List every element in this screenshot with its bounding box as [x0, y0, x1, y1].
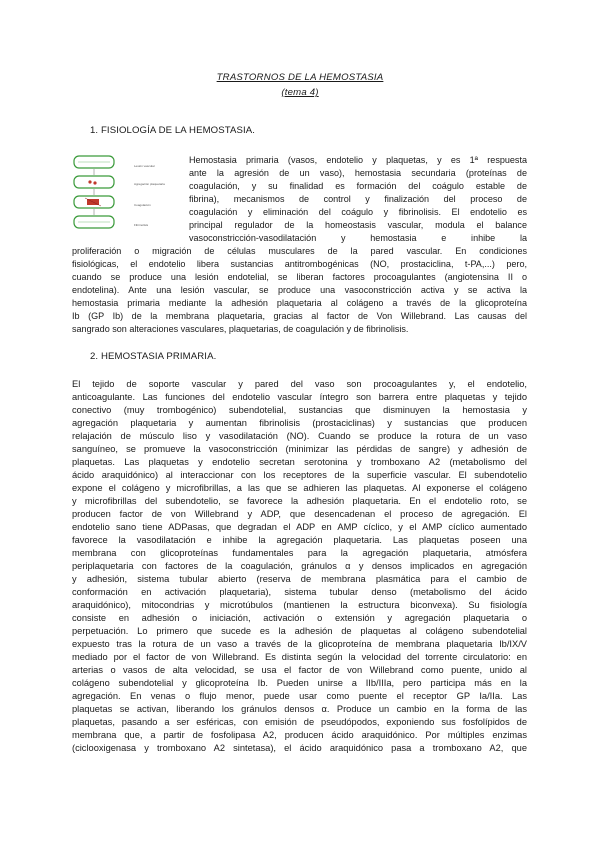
- diagram-label-fibrinolysis: Fibrinolisis: [134, 223, 149, 227]
- text-line: arterias o vasos de alta velocidad, se usa el factor de von Willebrand como puente, unido al: [72, 665, 527, 675]
- text-line: Ib (GP Ib) de la membrana plaquetaria, gracias al factor de Von Willebrand. Las causas del: [72, 311, 527, 321]
- text-line: y microfibrillas del subendotelio, se favorece la adhesión plaquetaria. En el endotelio roto, se: [72, 496, 527, 506]
- text-line: araquidónico), mitocondrias y microtúbulos (mantienen la estructura biconvexa). Su fisiología: [72, 600, 527, 610]
- section-1-paragraph: [72, 245, 527, 336]
- text-line: cuando se produce una lesión endotelial, se liberan factores procoagulantes (angiotensina II o: [72, 272, 527, 282]
- text-line: anticoagulante. Las funciones del endotelio vascular íntegro son barrera entre plaquetas y tejido: [72, 392, 527, 402]
- text-line: favorece la vasodilatación e inhibe la agregación plaquetaria. Las plaquetas poseen una: [72, 535, 527, 545]
- text-line: coagulación, y su finalidad es formación del coágulo estable de: [189, 181, 527, 191]
- text-line: agregación. En venas o flujo menor, puede usar como puente el receptor GP Ia/IIa. Las: [72, 691, 527, 701]
- section-2-heading: 2. HEMOSTASIA PRIMARIA.: [90, 351, 217, 362]
- section-1-wrap-paragraph: [189, 154, 527, 245]
- section-1-heading: 1. FISIOLOGÍA DE LA HEMOSTASIA.: [90, 125, 255, 136]
- text-line: fisiológicas, el endotelio libera sustancias antitrombogénicas (NO, prostaciclina, t-PA,...) pero,: [72, 259, 527, 269]
- text-line: sangrado son alteraciones vasculares, plaquetarias, de coagulación y de fibrinolisis.: [72, 324, 409, 334]
- text-line: relajación de músculo liso y vasodilatación (NO). Cuando se produce la rotura de un vaso: [72, 431, 527, 441]
- text-line: y adhesión, sistema tubular abierto (reserva de membrana plasmática para el cambio de: [72, 574, 527, 584]
- diagram-stage-platelet-aggregation: [74, 176, 114, 188]
- text-line: vasoconstricción-vasodilatación y hemostasia e inhibe la: [189, 233, 527, 243]
- text-line: expuesto tras la rotura de un vaso a través de la glicoproteína de membrana plaquetaria Ib/IX/V: [72, 639, 527, 649]
- text-line: mediado por el factor de von Willebrand. Es distinta según la velocidad del torrente circulatorio: en: [72, 652, 527, 662]
- text-line: fibrina), mecanismos de control y finalización del proceso de: [189, 194, 527, 204]
- diagram-label-platelet-aggregation: Agregación plaquetaria: [134, 182, 165, 186]
- text-line: periplaquetaria con factores de la coagulación, gránulos α y densos implicados en agregación: [72, 561, 527, 571]
- text-line: (ciclooxigenasa y tromboxano A2 sintetasa), el ácido araquidónico pasa a tromboxano A2, que: [72, 743, 527, 753]
- text-line: perpetuación. Lo primero que sucede es la adhesión de plaquetas al colágeno subendotelial: [72, 626, 527, 636]
- text-line: El tejido de soporte vascular y pared del vaso son procoagulantes y, el endotelio,: [72, 379, 527, 389]
- text-line: plaquetas, pasando a ser esféricas, con emisión de pseudópodos, exponiendo sus fosfolípidos de: [72, 717, 527, 727]
- text-line: principal regulador de la homeostasis vascular, modula el balance: [189, 220, 527, 230]
- text-line: hemostasia primaria mediante la adhesión plaquetaria al colágeno a través de la glicoproteína: [72, 298, 527, 308]
- diagram-stage-coagulation: [74, 196, 114, 208]
- text-line: agregación plaquetaria y aumentan fibrinolisis (prostaciclinas) y sustancias que producen: [72, 418, 527, 428]
- hemostasis-diagram: [72, 152, 180, 238]
- text-line: plaquetas se activan, liberando los gránulos densos α. Produce un cambio en la forma de las: [72, 704, 527, 714]
- diagram-stage-fibrinolysis: [74, 216, 114, 228]
- text-line: plaquetas. Las plaquetas y endotelio secretan serotonina y tromboxano A2 (metabolismo del: [72, 457, 527, 467]
- text-line: sanguíneo, se promueve la vasoconstricción (minimizar las pérdidas de sangre) y adhesión de: [72, 444, 527, 454]
- text-line: conectivo (muy trombogénico) subendotelial, sustancias que disminuyen la hemostasia y: [72, 405, 527, 415]
- text-line: conformación en activación plaquetaria), sistema tubular denso (metabolismo del ácido: [72, 587, 527, 597]
- text-line: Hemostasia primaria (vasos, endotelio y plaquetas, y es 1ª respuesta: [189, 155, 527, 165]
- document-subtitle: (tema 4): [281, 87, 319, 98]
- section-2-paragraph: [72, 378, 527, 755]
- text-line: consiste en adhesión o iniciación, activación o extensión y agregación plaquetaria o: [72, 613, 527, 623]
- text-line: colágeno subendotelial y glicoproteína Ib. Pueden unirse a IIb/IIIa, pero participa más en la: [72, 678, 527, 688]
- diagram-stage-vessel-injury: [74, 156, 114, 168]
- text-line: ante la agresión de un vaso), hemostasia secundaria (proteínas de: [189, 168, 527, 178]
- text-line: producen factor de von Willebrand y ADP, que desencadenan el proceso de agregación. El: [72, 509, 527, 519]
- text-line: endotelina). Ante una lesión vascular, se produce una vasoconstricción activa y se activa la: [72, 285, 527, 295]
- text-line: membrana con glicoproteínas fundamentales para la agregación plaquetaria, atmósfera: [72, 548, 527, 558]
- text-line: proliferación o migración de células musculares de la pared vascular. En condiciones: [72, 246, 527, 256]
- text-line: coagulación y eliminación del coágulo y fibrinolisis. El endotelio es: [189, 207, 527, 217]
- diagram-label-vessel-injury: Lesión vascular: [134, 164, 155, 168]
- text-line: ácido araquidónico) al interaccionar con los receptores de la superficie vascular. El subendotelio: [72, 470, 527, 480]
- text-line: expone el colágeno y microfibrillas, a las que se adhieren las plaquetas. Al exponerse el colágeno: [72, 483, 527, 493]
- text-line: membrana que, a partir de fosfolipasa A2, producen ácido araquidónico. Por múltiples enzimas: [72, 730, 527, 740]
- document-title: TRASTORNOS DE LA HEMOSTASIA: [216, 72, 384, 83]
- diagram-label-coagulation: Coagulación: [134, 203, 151, 207]
- hemostasis-diagram-svg: [72, 152, 180, 238]
- text-line: endotelio sano tiene ADPasas, que degradan el ADP en AMP cíclico, y el AMP cíclico aumentado: [72, 522, 527, 532]
